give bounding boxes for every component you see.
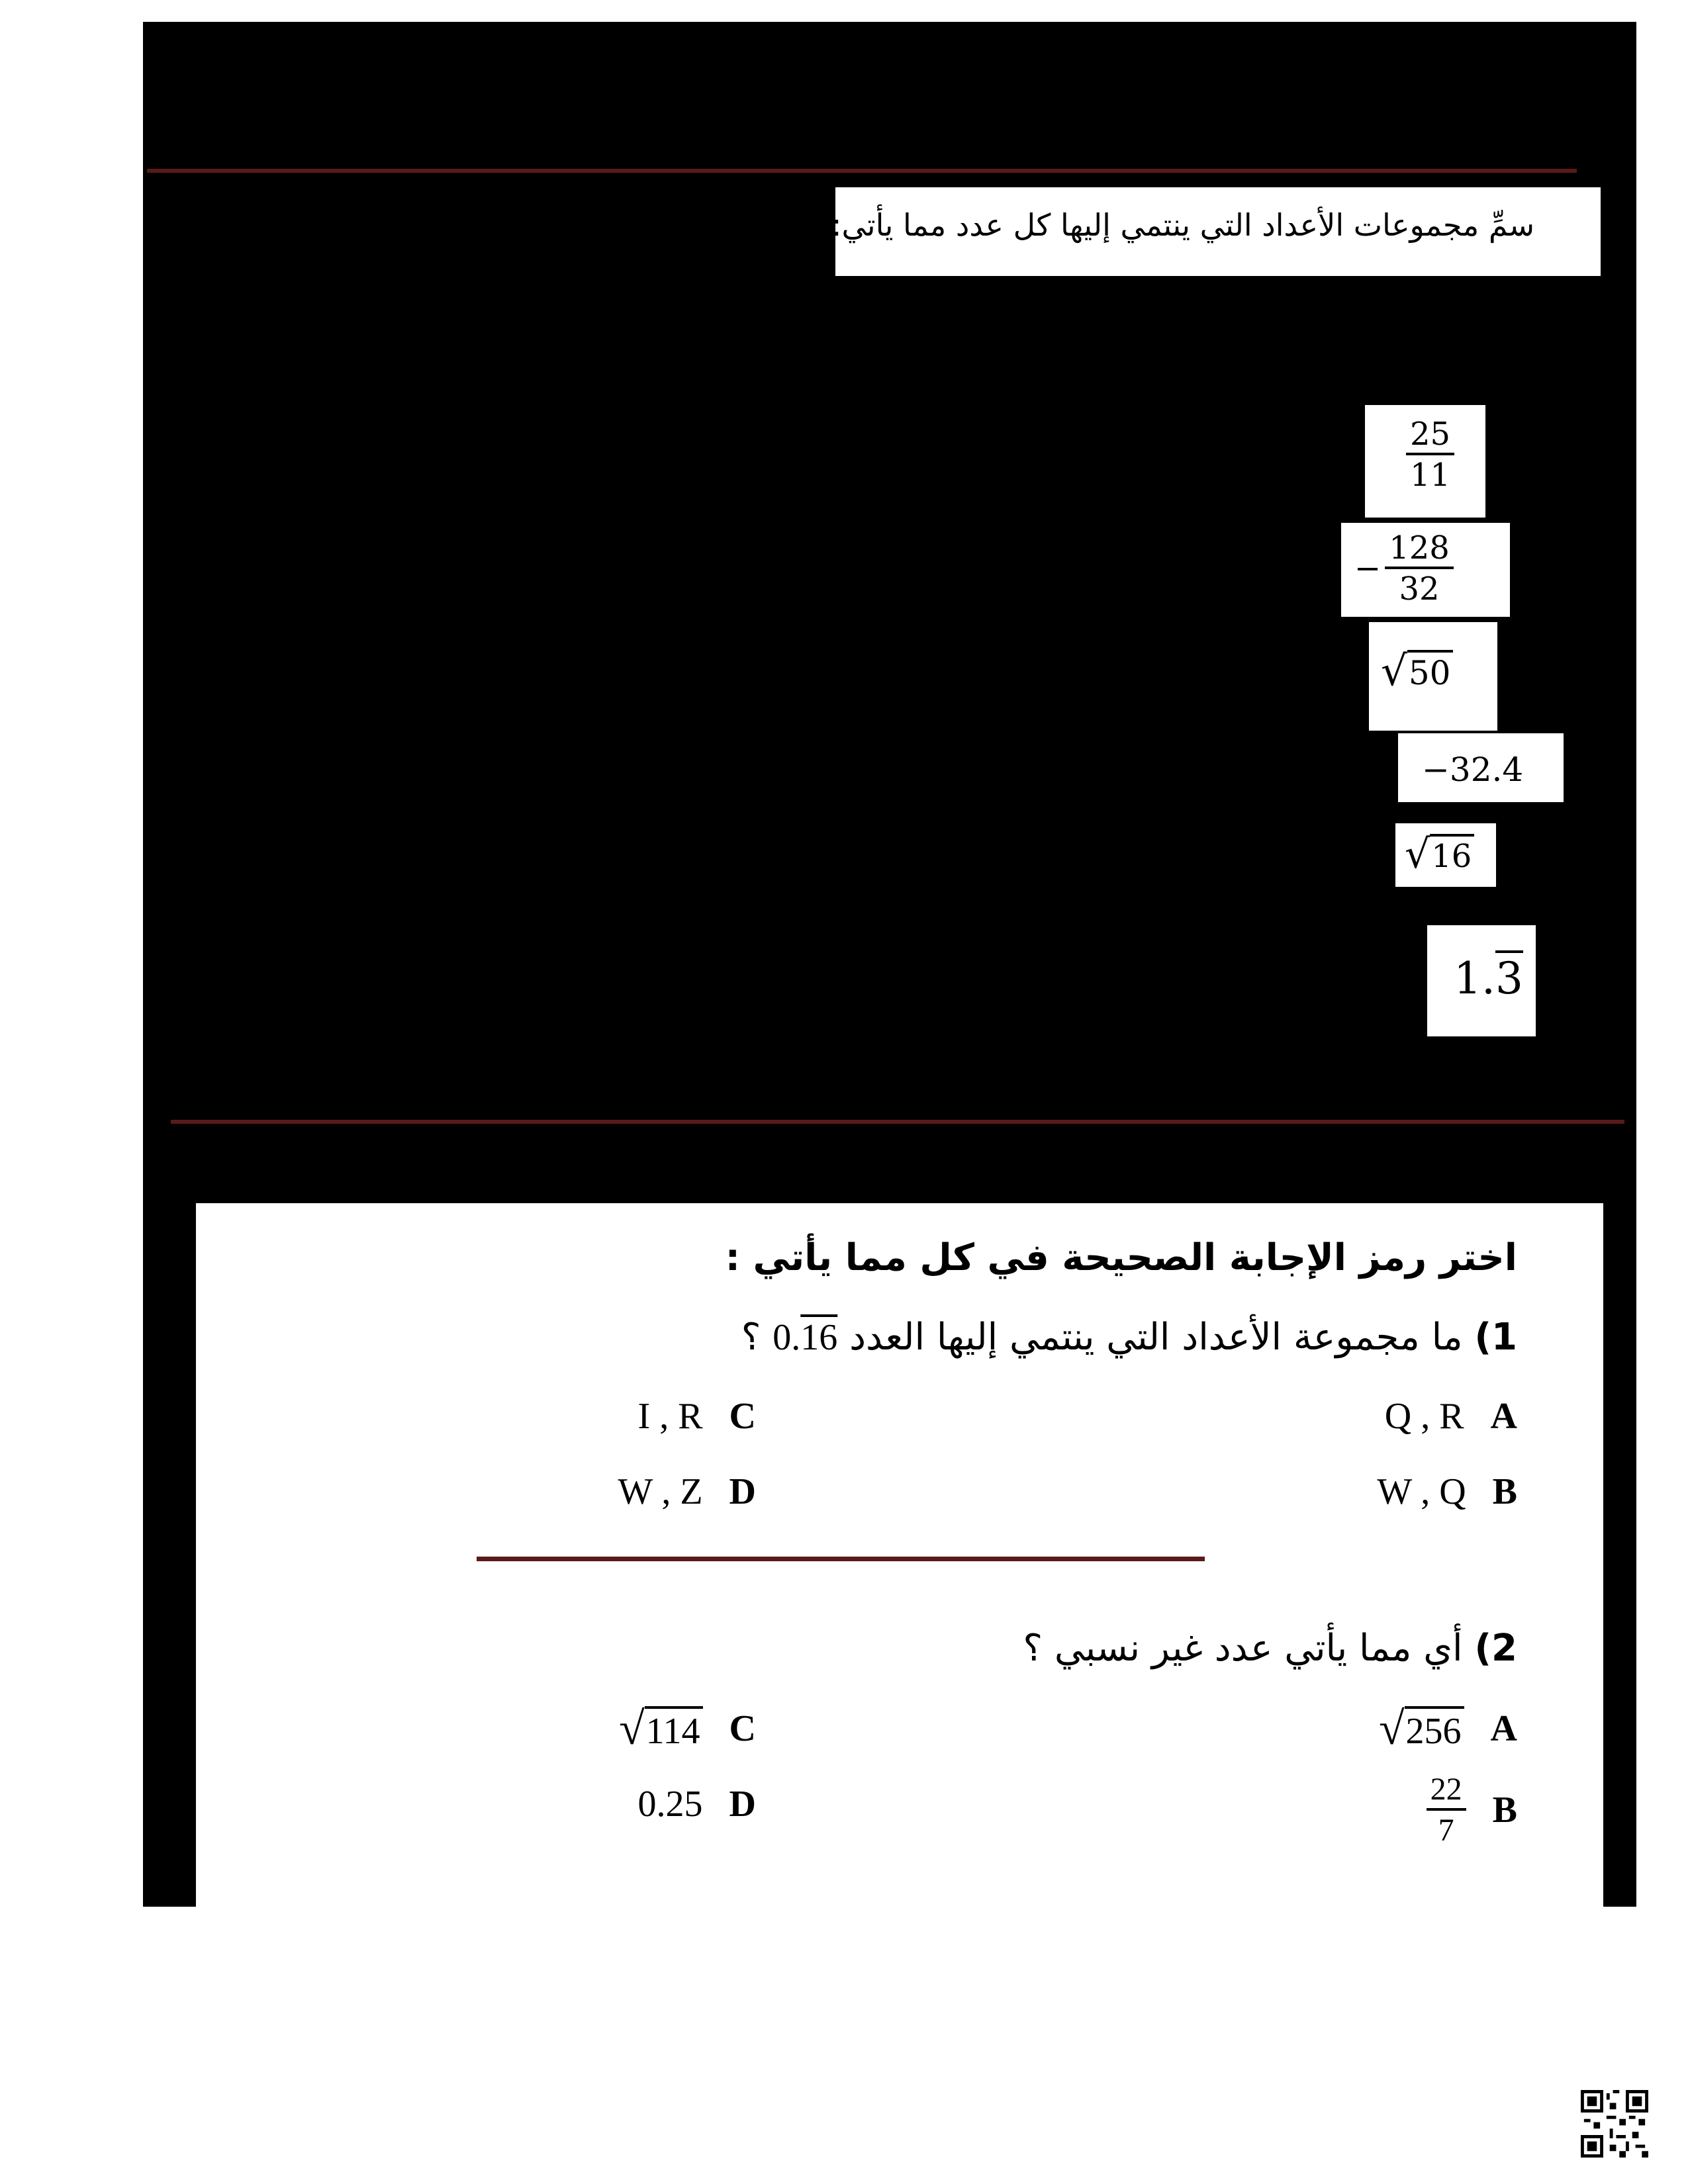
- question-2: [1023, 1627, 1517, 1670]
- q2-option-b[interactable]: [1427, 1774, 1517, 1846]
- q1-option-a-text: Q , R: [1384, 1396, 1464, 1437]
- item-decimal: [1398, 733, 1564, 802]
- question-1: [741, 1316, 1517, 1359]
- q1-option-d[interactable]: [618, 1471, 756, 1513]
- q2-option-b-letter: B: [1492, 1790, 1517, 1831]
- frac1-numerator: 25: [1406, 418, 1454, 455]
- q2-option-d[interactable]: [638, 1783, 756, 1825]
- q1-option-d-text: W , Z: [618, 1471, 703, 1512]
- frac2-denominator: 32: [1399, 570, 1440, 608]
- question-1-qmark: ؟: [741, 1316, 761, 1359]
- question-1-text: ما مجموعة الأعداد التي ينتمي إليها العدد: [849, 1316, 1463, 1359]
- q2-option-d-letter: D: [729, 1784, 756, 1825]
- q1-option-c[interactable]: [638, 1395, 756, 1437]
- sqrt2-radicand: 16: [1430, 834, 1474, 872]
- divider-top: [147, 169, 1577, 173]
- q2-option-a[interactable]: √ 256 A: [1379, 1704, 1517, 1754]
- question-2-text: أي مما يأتي عدد غير نسبي ؟: [1023, 1627, 1463, 1670]
- q2-option-b-denominator: 7: [1438, 1813, 1454, 1848]
- question-1-number: 1): [1474, 1316, 1517, 1359]
- q2-option-a-radicand: 256: [1405, 1706, 1464, 1750]
- frac2-numerator: 128: [1385, 532, 1454, 569]
- section2-instruction: اختر رمز الإجابة الصحيحة في كل مما يأتي :: [725, 1236, 1517, 1279]
- frac1-denominator: 11: [1410, 457, 1451, 494]
- divider-middle: [171, 1120, 1624, 1124]
- question-1-value-repeat: 16: [800, 1317, 838, 1358]
- q2-option-c-letter: C: [729, 1708, 756, 1749]
- item-sqrt-50: √ 50: [1369, 622, 1497, 731]
- decimal-value: −32.4: [1422, 751, 1524, 789]
- q2-option-d-text: 0.25: [637, 1784, 703, 1825]
- item-repeating-decimal: [1427, 925, 1536, 1036]
- section2-card: [196, 1203, 1603, 1907]
- q1-option-a[interactable]: [1385, 1395, 1517, 1437]
- q1-option-b-text: W , Q: [1377, 1471, 1466, 1512]
- questions-separator: [477, 1557, 1205, 1561]
- section1-instruction: سمِّ مجموعات الأعداد التي ينتمي إليها كل عدد مما يأتي:: [831, 207, 1534, 243]
- q2-option-c[interactable]: √ 114 C: [619, 1704, 756, 1754]
- item-fraction-neg-128-32: [1341, 523, 1510, 617]
- q2-option-c-radicand: 114: [645, 1706, 703, 1750]
- item-sqrt-16: √ 16: [1395, 823, 1496, 887]
- q1-option-c-text: I , R: [637, 1396, 703, 1437]
- q1-option-d-letter: D: [729, 1471, 756, 1512]
- qr-code-icon: [1581, 2090, 1648, 2158]
- repeating-whole: 1.: [1454, 953, 1495, 1004]
- q1-option-b[interactable]: [1377, 1471, 1517, 1513]
- question-1-value-base: 0.: [773, 1317, 801, 1358]
- item-fraction-25-11: [1365, 405, 1485, 518]
- q2-option-b-numerator: 22: [1427, 1774, 1466, 1811]
- q2-option-a-letter: A: [1490, 1708, 1517, 1749]
- question-2-number: 2): [1474, 1627, 1517, 1670]
- q1-option-b-letter: B: [1492, 1471, 1517, 1512]
- section1-instruction-box: [831, 187, 1601, 276]
- sqrt1-radicand: 50: [1407, 650, 1454, 690]
- frac2-sign: −: [1354, 550, 1382, 587]
- q1-option-c-letter: C: [729, 1396, 756, 1437]
- repeating-digit: 3: [1495, 953, 1523, 1004]
- q1-option-a-letter: A: [1490, 1396, 1517, 1437]
